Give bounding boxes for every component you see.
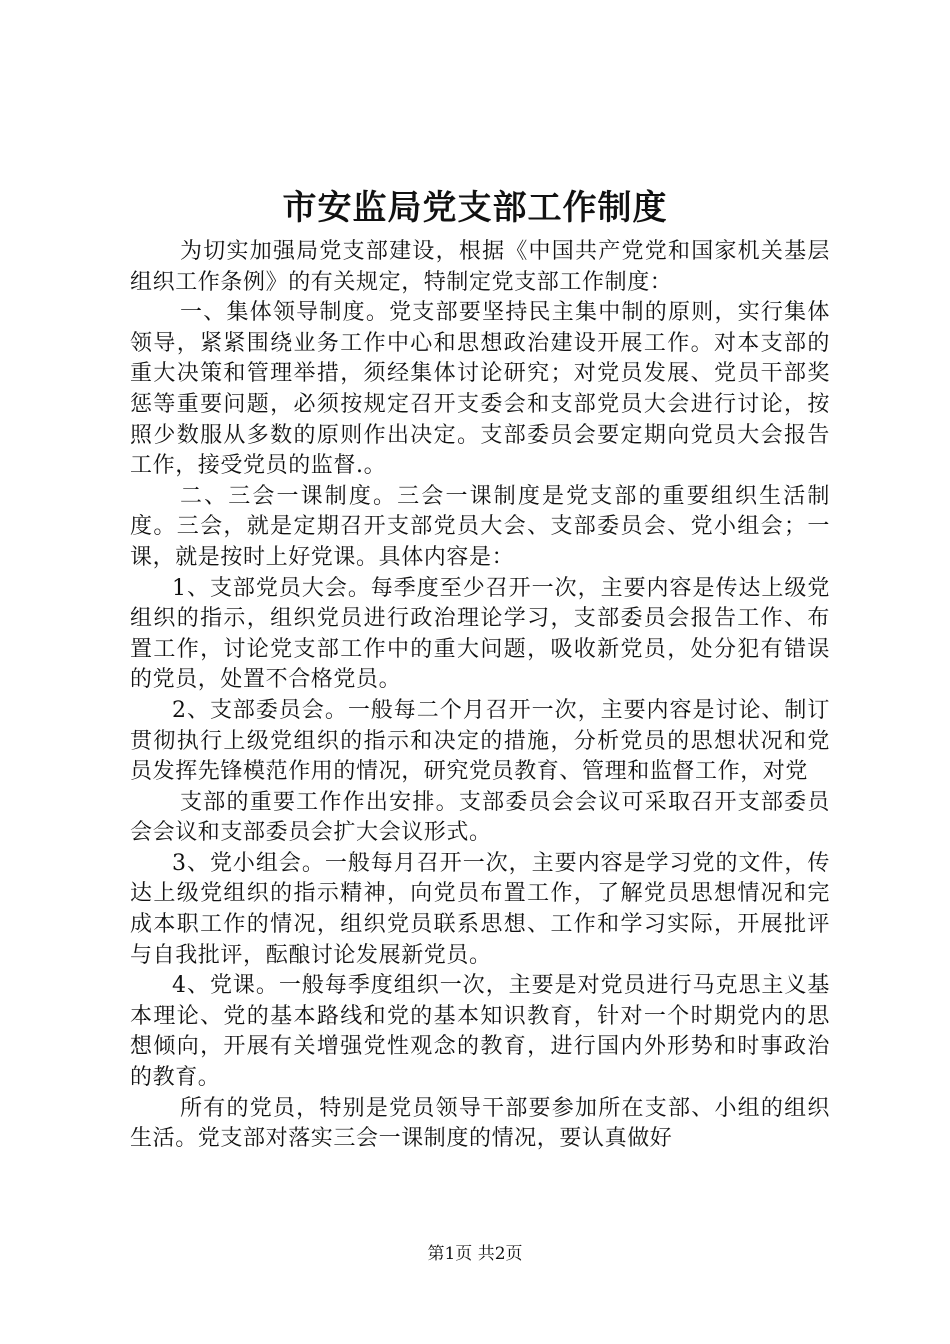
paragraph-party-group-meeting: 3、党小组会。一般每月召开一次，主要内容是学习党的文件，传达上级党组织的指示精神，向党员布置工作，了解党员思想情况和完成本职工作的情况，组织党员联系思想、工作和学习实际，开展批评与自我批评，酝酿讨论发展新党员。 [130, 850, 830, 968]
paragraph-party-member-assembly: 1、支部党员大会。每季度至少召开一次，主要内容是传达上级党组织的指示，组织党员进行政治理论学习，支部委员会报告工作、布置工作，讨论党支部工作中的重大问题，吸收新党员，处分犯有错误的党员，处置不合格党员。 [130, 575, 830, 693]
paragraph-collective-leadership: 一、集体领导制度。党支部要坚持民主集中制的原则，实行集体领导，紧紧围绕业务工作中心和思想政治建设开展工作。对本支部的重大决策和管理举措，须经集体讨论研究；对党员发展、党员干部奖惩等重要问题，必须按规定召开支委会和支部党员大会进行讨论，按照少数服从多数的原则作出决定。支部委员会要定期向党员大会报告工作，接受党员的监督.。 [130, 300, 830, 479]
paragraph-branch-committee: 2、支部委员会。一般每二个月召开一次，主要内容是讨论、制订贯彻执行上级党组织的指示和决定的措施，分析党员的思想状况和党员发挥先锋模范作用的情况，研究党员教育、管理和监督工作，对党 [130, 697, 830, 785]
paragraph-all-members: 所有的党员，特别是党员领导干部要参加所在支部、小组的组织生活。党支部对落实三会一课制度的情况，要认真做好 [130, 1095, 830, 1152]
document-title: 市安监局党支部工作制度 [282, 188, 668, 228]
paragraph-intro: 为切实加强局党支部建设，根据《中国共产党党和国家机关基层组织工作条例》的有关规定，特制定党支部工作制度： [130, 239, 830, 295]
paragraph-three-meetings-one-lesson: 二、三会一课制度。三会一课制度是党支部的重要组织生活制度。三会，就是定期召开支部党员大会、支部委员会、党小组会；一课，就是按时上好党课。具体内容是： [130, 483, 830, 570]
paragraph-branch-committee-continued: 支部的重要工作作出安排。支部委员会会议可采取召开支部委员会会议和支部委员会扩大会议形式。 [130, 789, 830, 846]
paragraph-party-lesson: 4、党课。一般每季度组织一次，主要是对党员进行马克思主义基本理论、党的基本路线和党的基本知识教育，针对一个时期党内的思想倾向，开展有关增强党性观念的教育，进行国内外形势和时事政治的教育。 [130, 973, 830, 1091]
document-body [130, 237, 830, 1155]
page-number: 第1页 共2页 [427, 1244, 523, 1264]
